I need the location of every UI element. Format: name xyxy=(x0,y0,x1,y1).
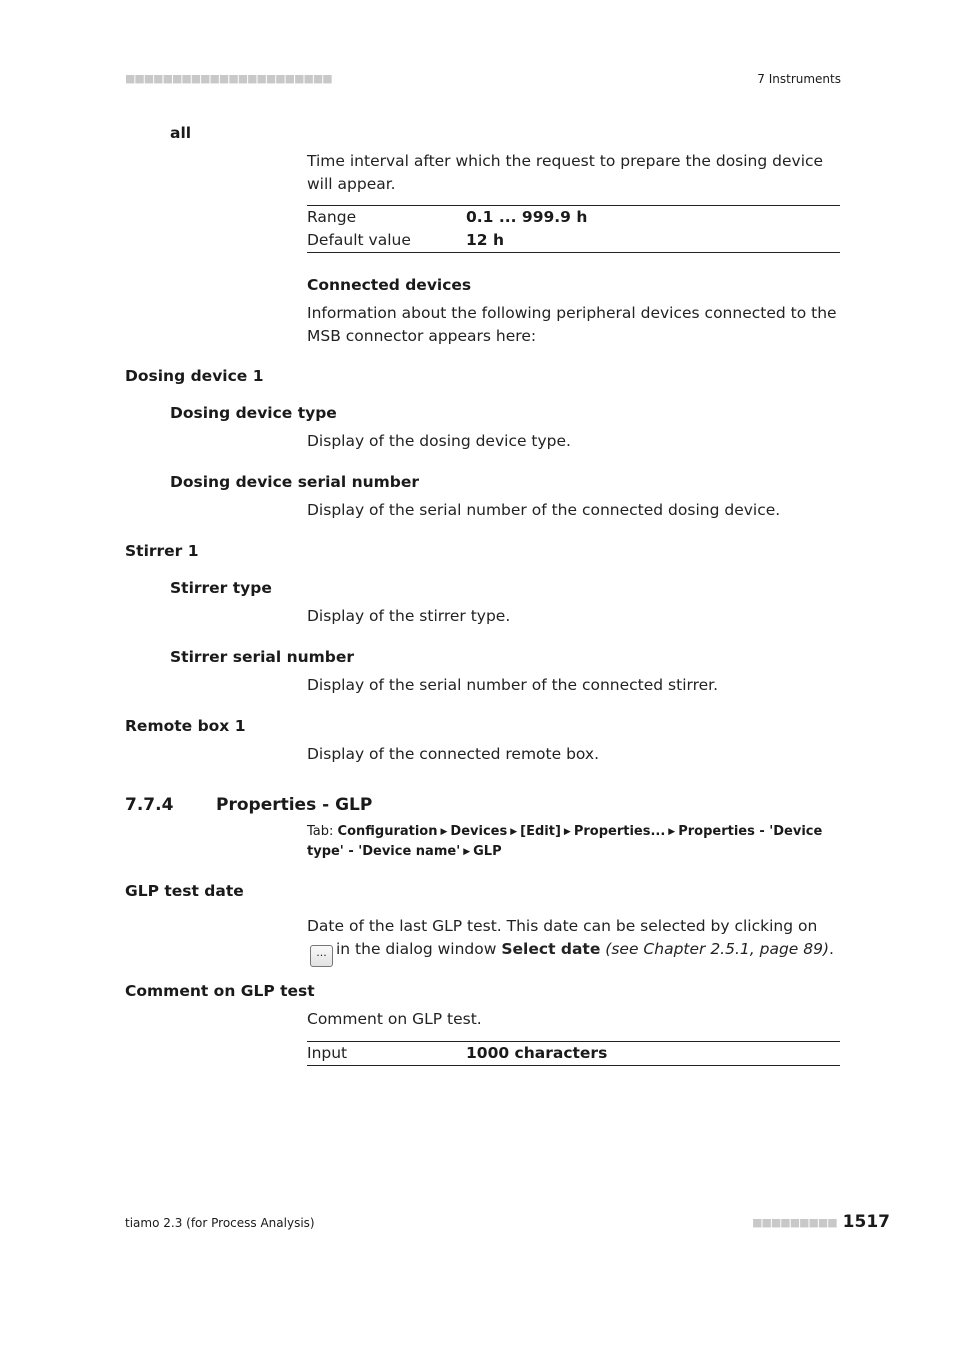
path-item: Configuration xyxy=(337,824,438,839)
desc-text: Date of the last GLP test. This date can be selected by clicking on xyxy=(307,917,818,935)
comment-glp-description: Comment on GLP test. xyxy=(307,1010,482,1028)
path-item: Properties... xyxy=(573,824,666,839)
table-value: 0.1 ... 999.9 h xyxy=(466,208,588,226)
heading-dosing-device-type: Dosing device type xyxy=(170,404,337,422)
page-number: 1517 xyxy=(842,1212,890,1232)
path-separator-icon: ▶ xyxy=(440,827,448,837)
heading-remote-box-1: Remote box 1 xyxy=(125,717,246,735)
path-item: GLP xyxy=(473,844,502,859)
ellipsis-button-icon: ... xyxy=(310,945,333,967)
footer-decoration: ■■■■■■■■■ xyxy=(752,1215,837,1229)
desc-text: . xyxy=(829,940,834,958)
table-key: Default value xyxy=(307,231,411,249)
heading-dosing-device-1: Dosing device 1 xyxy=(125,367,264,385)
path-item: Devices xyxy=(450,824,508,839)
running-header-chapter: 7 Instruments xyxy=(757,72,841,86)
path-item: [Edit] xyxy=(520,824,561,839)
tab-navigation-path xyxy=(307,822,847,862)
table-row xyxy=(307,229,840,252)
table-row xyxy=(307,1042,840,1065)
connected-devices-description: Information about the following peripheral devices connected to the MSB connector appears here: xyxy=(307,304,837,345)
heading-comment-glp: Comment on GLP test xyxy=(125,982,315,1000)
all-parameter-table xyxy=(307,205,840,253)
table-value: 1000 characters xyxy=(466,1044,608,1062)
table-key: Range xyxy=(307,208,357,226)
cross-reference-link[interactable]: (see Chapter 2.5.1, page 89) xyxy=(605,940,830,958)
footer-page-block xyxy=(752,1212,890,1232)
stirrer-serial-description: Display of the serial number of the connected stirrer. xyxy=(307,676,719,694)
dialog-name: Select date xyxy=(501,940,601,958)
dosing-device-serial-description: Display of the serial number of the connected dosing device. xyxy=(307,501,781,519)
footer-product: tiamo 2.3 (for Process Analysis) xyxy=(125,1216,315,1230)
comment-parameter-table xyxy=(307,1041,840,1066)
section-number: 7.7.4 xyxy=(125,795,174,815)
path-separator-icon: ▶ xyxy=(463,847,471,857)
dosing-device-type-description: Display of the dosing device type. xyxy=(307,432,571,450)
heading-stirrer-serial: Stirrer serial number xyxy=(170,648,355,666)
heading-dosing-device-serial: Dosing device serial number xyxy=(170,473,420,491)
path-separator-icon: ▶ xyxy=(510,827,518,837)
desc-text: in the dialog window xyxy=(336,940,497,958)
table-value: 12 h xyxy=(466,231,505,249)
heading-stirrer-1: Stirrer 1 xyxy=(125,542,199,560)
table-row xyxy=(307,206,840,229)
path-item: Properties - 'Device type' - 'Device name' xyxy=(307,824,823,859)
heading-glp-test-date: GLP test date xyxy=(125,882,244,900)
header-decoration: ■■■■■■■■■■■■■■■■■■■■■■ xyxy=(125,72,332,85)
remote-box-description: Display of the connected remote box. xyxy=(307,745,600,763)
heading-all: all xyxy=(170,124,192,142)
stirrer-type-description: Display of the stirrer type. xyxy=(307,607,511,625)
table-key: Input xyxy=(307,1044,348,1062)
glp-test-date-description xyxy=(307,915,841,967)
heading-stirrer-type: Stirrer type xyxy=(170,579,272,597)
path-separator-icon: ▶ xyxy=(668,827,676,837)
path-separator-icon: ▶ xyxy=(563,827,571,837)
tab-prefix: Tab: xyxy=(307,824,334,839)
heading-connected-devices: Connected devices xyxy=(307,276,472,294)
all-description: Time interval after which the request to prepare the dosing device will appear. xyxy=(307,152,824,193)
section-title: Properties - GLP xyxy=(216,795,373,815)
